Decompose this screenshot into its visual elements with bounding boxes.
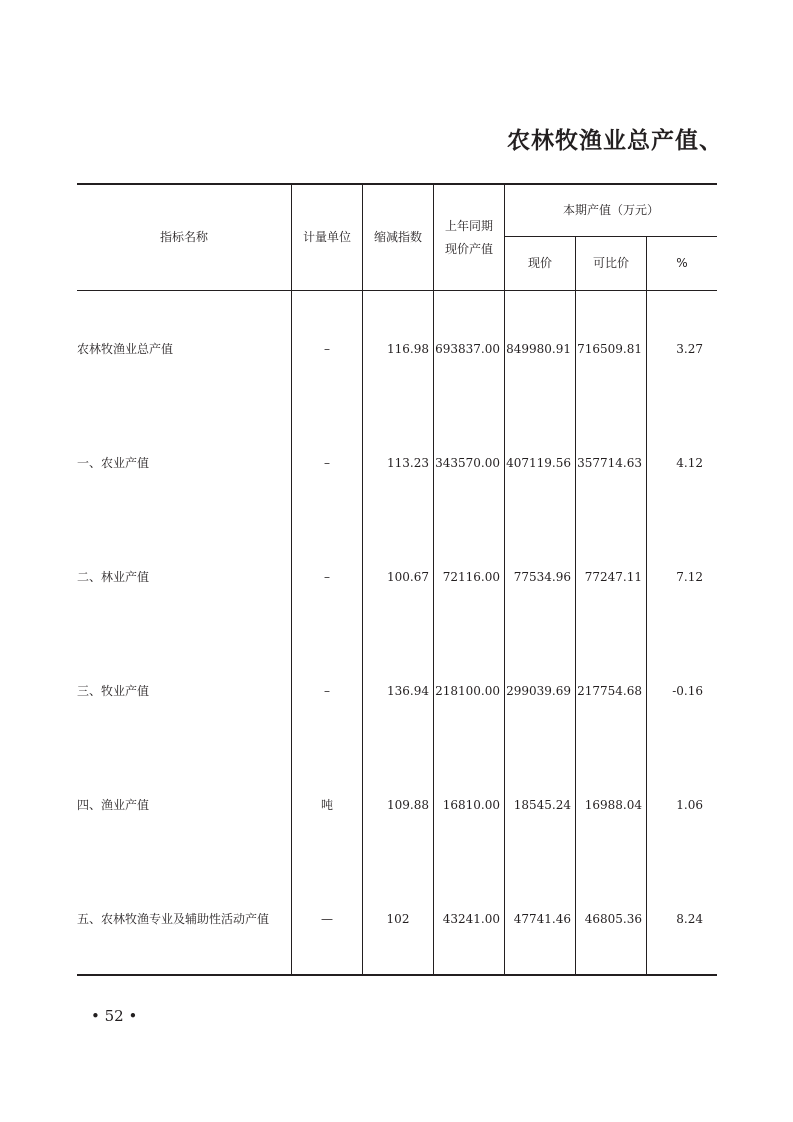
row-unit: – [324,570,330,584]
row-unit: 吨 [320,798,333,812]
table-bottom-rule [77,974,717,976]
row-name: 三、牧业产值 [77,684,150,698]
table-row [77,794,717,816]
header-prior-period-line2: 现价产值 [444,241,493,256]
row-index: 109.88 [387,798,429,812]
row-unit: – [324,456,330,470]
row-unit: – [324,684,330,698]
row-name: 四、渔业产值 [77,798,150,812]
header-comparable-price: 可比价 [592,256,629,270]
row-unit: – [324,342,330,356]
header-unit: 计量单位 [302,230,351,244]
page-number: • 52 • [91,1007,138,1025]
output-value-table [77,183,717,976]
table-row [77,680,717,702]
row-comparable-value: 46805.36 [584,912,642,926]
table-row [77,566,717,588]
row-name: 一、农业产值 [77,456,150,470]
row-index: 102 [386,912,410,926]
row-percent: -0.16 [672,684,703,698]
row-comparable-value: 217754.68 [577,684,642,698]
header-prior-period-line1: 上年同期 [444,218,493,233]
header-percent: % [676,256,688,270]
row-prior-value: 16810.00 [442,798,500,812]
row-current-value: 299039.69 [506,684,571,698]
row-index: 136.94 [387,684,429,698]
row-index: 116.98 [387,342,429,356]
row-percent: 8.24 [676,912,703,926]
row-prior-value: 218100.00 [435,684,500,698]
row-percent: 3.27 [676,342,703,356]
row-index: 113.23 [387,456,429,470]
header-current-price: 现价 [527,256,552,270]
row-current-value: 407119.56 [506,456,571,470]
row-percent: 7.12 [676,570,703,584]
table-row [77,908,717,930]
page-title: 农林牧渔业总产值、 [507,128,723,154]
row-unit: — [321,912,333,926]
header-deflator-index: 缩减指数 [373,230,422,244]
row-prior-value: 343570.00 [435,456,500,470]
row-current-value: 77534.96 [513,570,571,584]
row-comparable-value: 16988.04 [584,798,642,812]
header-prior-period [434,185,504,290]
row-current-value: 849980.91 [506,342,571,356]
header-current-period: 本期产值（万元） [562,203,659,217]
row-prior-value: 72116.00 [442,570,500,584]
header-indicator-name: 指标名称 [159,230,208,244]
row-comparable-value: 357714.63 [577,456,642,470]
row-name: 农林牧渔业总产值 [77,342,174,356]
row-current-value: 18545.24 [513,798,571,812]
table-row [77,338,717,360]
row-index: 100.67 [387,570,429,584]
row-current-value: 47741.46 [513,912,571,926]
row-percent: 1.06 [676,798,703,812]
row-comparable-value: 77247.11 [584,570,642,584]
row-percent: 4.12 [676,456,703,470]
row-prior-value: 693837.00 [435,342,500,356]
row-name: 五、农林牧渔专业及辅助性活动产值 [77,912,270,926]
table-row [77,452,717,474]
row-name: 二、林业产值 [77,570,150,584]
row-comparable-value: 716509.81 [577,342,642,356]
row-prior-value: 43241.00 [442,912,500,926]
header-bottom-rule [77,290,717,291]
